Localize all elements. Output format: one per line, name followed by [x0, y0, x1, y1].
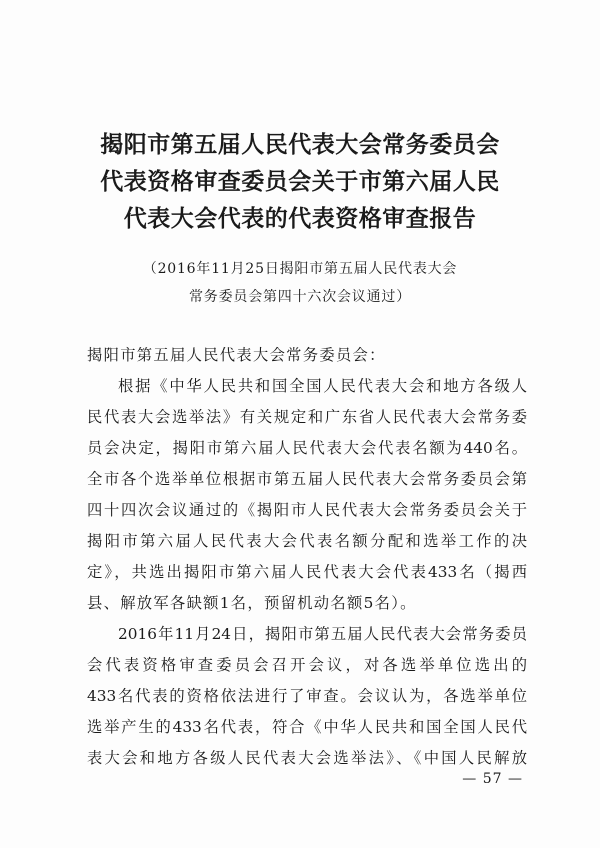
subtitle-line: 常务委员会第四十六次会议通过）: [189, 289, 411, 305]
paragraph-line: 选举产生的433名代表，符合《中华人民共和国全国人民代: [87, 718, 527, 736]
document-body: [87, 340, 527, 774]
page-number: — 57 —: [462, 771, 523, 787]
paragraph-line: 揭阳市第六届人民代表大会代表名额分配和选举工作的决: [87, 532, 527, 550]
salutation: 揭阳市第五届人民代表大会常务委员会：: [87, 346, 386, 364]
title-line: 揭阳市第五届人民代表大会常务委员会: [100, 132, 500, 158]
paragraph-line: 根据《中华人民共和国全国人民代表大会和地方各级人: [118, 377, 527, 395]
paragraph-line: 433名代表的资格依法进行了审查。会议认为，各选举单位: [87, 687, 527, 705]
title-line: 代表大会代表的代表资格审查报告: [123, 206, 477, 232]
paragraph-2: [87, 619, 527, 774]
paragraph-line: 全市各个选举单位根据市第五届人民代表大会常务委员会第: [87, 470, 527, 488]
paragraph-line: 员会决定，揭阳市第六届人民代表大会代表名额为440名。: [87, 439, 527, 457]
document-subtitle: [60, 255, 540, 311]
paragraph-line: 四十四次会议通过的《揭阳市人民代表大会常务委员会关于: [87, 501, 527, 519]
paragraph-line: 2016年11月24日，揭阳市第五届人民代表大会常务委员: [118, 625, 527, 643]
paragraph-line: 民代表大会选举法》有关规定和广东省人民代表大会常务委: [87, 408, 527, 426]
paragraph-1: [87, 371, 527, 619]
title-line: 代表资格审查委员会关于市第六届人民: [100, 169, 500, 195]
paragraph-line: 县、解放军各缺额1名，预留机动名额5名）。: [87, 594, 417, 612]
paragraph-line: 表大会和地方各级人民代表大会选举法》、《中国人民解放: [87, 749, 527, 767]
paragraph-line: 会代表资格审查委员会召开会议，对各选举单位选出的: [87, 656, 527, 674]
paragraph-line: 定》，共选出揭阳市第六届人民代表大会代表433名（揭西: [87, 563, 527, 581]
subtitle-line: （2016年11月25日揭阳市第五届人民代表大会: [142, 261, 458, 277]
document-title: [60, 127, 540, 238]
